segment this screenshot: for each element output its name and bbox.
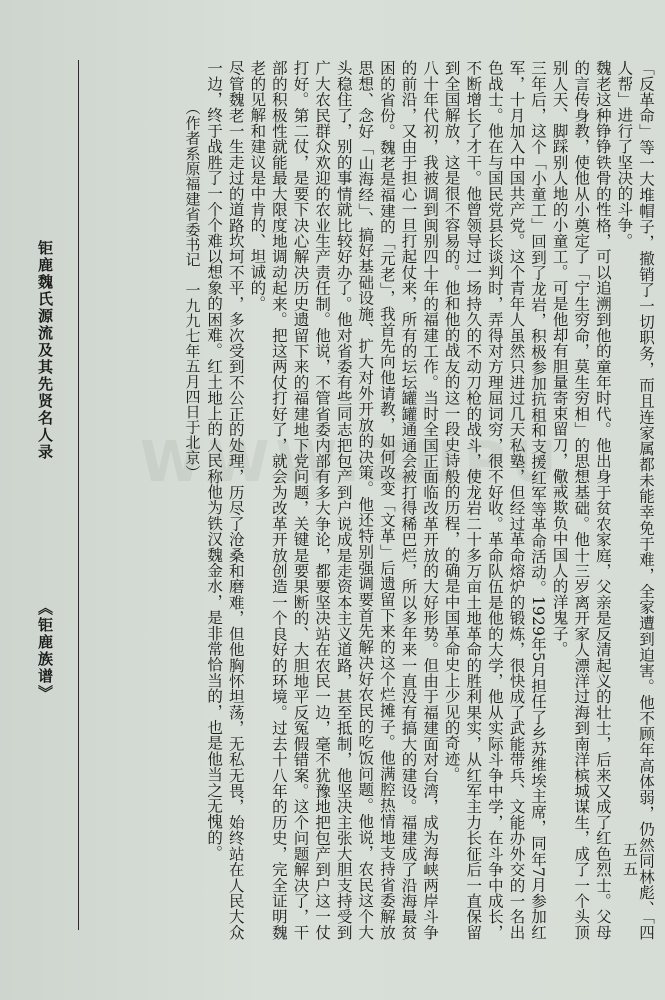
margin-rule: [78, 60, 79, 930]
paragraph: 「反革命」等一大堆帽子，撤销了一切职务，而且连家属都未能幸免于难，全家遭到迫害。他不顾年高体弱，仍然同林彪、「四人帮」进行了坚决的斗争。: [615, 60, 655, 940]
body-text: [96, 60, 656, 940]
paragraph: 魏老这种铮铮铁骨的性格，可以追溯到他的童年时代。他出身于贫农家庭，父亲是反清起义的壮士，后来又成了红色烈士。父母的言传身教，使他从小奠定了「宁生穷命，莫生穷相」的思想基础。他十三岁离开家人漂洋过海到南洋槟城谋生，成了一个头顶别人天、脚踩别人地的小童工。可是他却有胆量寄束留刀，儆戒欺负中国人的洋鬼子。: [550, 60, 612, 940]
paragraph: 八十年代初，我被调到闽别四十年的福建工作。当时全国正面临改革开放的大好形势。但由于福建面对台湾，成为海峡两岸斗争的前沿，又由于担心一旦打起仗来，所有的坛坛罐罐通通会被打得稀巴烂，所以多年来一直没有搞大的建设。福建成了沿海最贫困的省份。魏老是福建的「元老」，我首先向他请教，如何改变「文革」后遗留下来的这个烂摊子。他满腔热情地支持省委解放思想、念好「山海经」、搞好基础设施、扩大对外开放的决策。他还特别强调要首先解决好农民的吃饭问题。他说，农民这个大头稳住了，别的事情就比较好办了。他对省委有些同志把包产到户说成是走资本主义道路，甚至抵制，他坚决主张大胆支持受到广大农民群众欢迎的农业生产责任制。他说，不管省委内部有多大争论，都要坚决站在农民一边，毫不犹豫地把包产到户这一仗打好。第二仗，是要下决心解决历史遗留下来的福建地下党问题，关键是要果断的、大胆地平反冤假错案。这个问题解决了，干部的积极性就能最大限度地调动起来。把这两仗打好了，就会为改革开放创造一个良好的环境。过去十八年的历史，完全证明魏老的见解和建议是中肯的、坦诚的。: [248, 60, 440, 940]
watermark: WWW.ZUPU: [140, 430, 563, 495]
paragraph: 三年后，这个「小童工」回到了龙岩，积极参加抗租和支援红军等革命活动。1929年5月担任了乡苏维埃主席，同年7月参加红军，十月加入中国共产党。这个青年人虽然只进过几天私塾，但经过革命熔炉的锻炼，很快成了武能带兵、文能办外交的一名出色战士。他在与国民党县长谈判时，弄得对方理屈词穷，很不好收。革命队伍是他的大学，他从实际斗争中学，在斗争中成长，不断增长了才干。他曾领导过一场持久的不动刀枪的战斗，使龙岩二十多万亩土地革命的胜利果实，从红军主力长征后一直保留到全国解放，这是很不容易的。他和他的战友的这一段史诗般的历程，的确是中国革命史上少见的奇迹。: [442, 60, 548, 940]
paragraph: 尽管魏老一生走过的道路坎坷不平，多次受到不公正的处理，历尽了沧桑和磨难，但他胸怀坦荡，无私无畏，始终站在人民大众一边，终于战胜了一个个难以想象的困难。红土地上的人民称他为铁汉魏金水，是非常恰当的，也是他当之无愧的。: [205, 60, 245, 940]
running-head-book-title: 《钜鹿族谱》: [36, 600, 54, 702]
page-number: 五五: [621, 842, 639, 880]
author-byline: （作者系原福建省委书记 一九九七年五月四日于北京）: [183, 100, 202, 480]
running-head-title: 钜鹿魏氏源流及其先贤名人录: [36, 240, 54, 461]
